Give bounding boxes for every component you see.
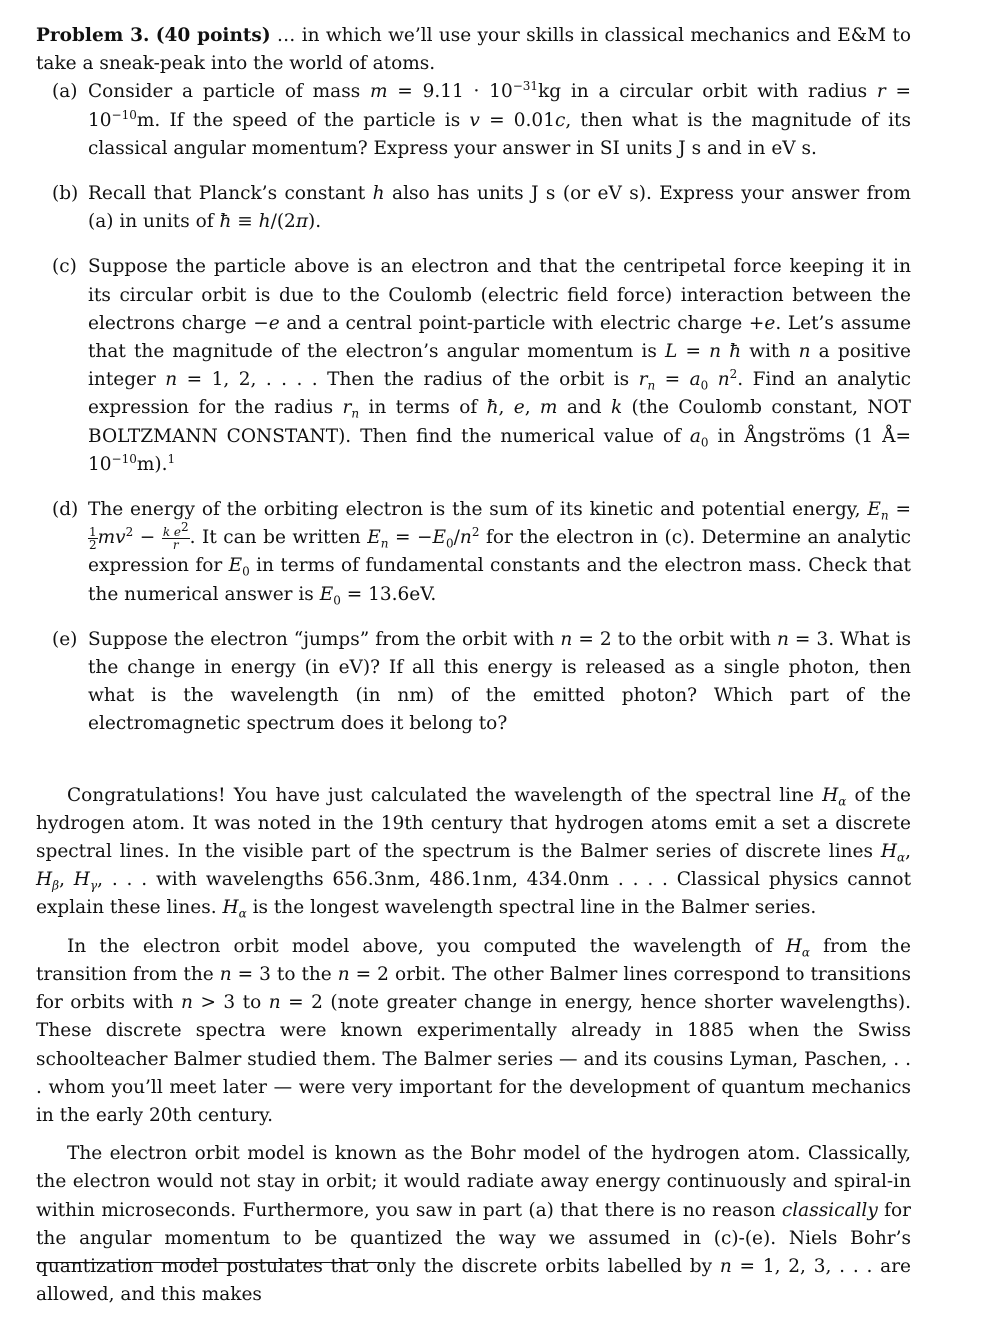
part-c <box>36 253 911 479</box>
footnote-rule <box>36 1262 386 1263</box>
part-label: (d) <box>52 499 79 521</box>
problem-points: (40 points) <box>155 25 271 46</box>
part-text: Suppose the electron “jumps” from the orbit with n = 2 to the orbit with n = 3. What is the change in energy (in eV)? If all this energy is released as a single photon, then what is the wavelength (in nm) of the emitted photon? Which part of the electromagnetic spectrum does it belong to? <box>88 628 911 735</box>
paragraph-bohr: The electron orbit model is known as the Bohr model of the hydrogen atom. Classically, the electron would not stay in orbit; it would radiate away energy continuously and spiral-in within microseconds. Furthermore, you saw in part (a) that there is no reason classically for the angular momentum to be quantized the way we assumed in (c)-(e). Niels Bohr’s quantization model postulates that only the discrete orbits labelled by n = 1, 2, 3, . . . are allowed, and this makes <box>36 1143 911 1306</box>
problem-intro <box>36 22 911 78</box>
part-b <box>36 180 911 236</box>
part-label: (e) <box>52 628 78 650</box>
part-e <box>36 626 911 739</box>
problem-lead: … in which we’ll use your skills in classical mechanics and E&M to take a sneak-peak into the world of atoms. <box>36 25 911 75</box>
part-a <box>36 78 911 163</box>
part-text: Consider a particle of mass $m = 9.11 \cdot 10^{-31}kg$ in a circular orbit with radius $r = 10^{-10}m$. If the speed of the particle is v = 0.01c, then what is the magnitude of its classical angular momentum? Express your answer in SI units J s and in eV s. <box>88 79 911 159</box>
problem-parts <box>36 78 911 738</box>
part-text: Recall that Planck’s constant h also has units J s (or eV s). Express your answer from (a) in units of ħ ≡ h/(2π). <box>88 183 911 233</box>
part-label: (b) <box>52 183 79 205</box>
problem-title: Problem 3. <box>36 25 150 46</box>
problem-page <box>36 22 911 1319</box>
part-text: Suppose the particle above is an electron and that the centripetal force keeping it in its circular orbit is due to the Coulomb (electric field force) interaction between the electrons charge −e and a central point-particle with electric charge +e. Let’s assume that the magnitude of the electron’s angular momentum is L = n ħ with n a positive integer n = 1, 2, . . . . Then the radius of the orbit is $r_n = a_0$ $n^2$. Find an analytic expression for the radius $r_n$ in terms of ħ, e, m and k (the Coulomb constant, NOT BOLTZMANN CONSTANT). Then find the numerical value of $a_0$ in Ångströms (1 Å= $10^{-10}m).^1$ <box>88 256 912 475</box>
part-label: (a) <box>52 81 78 103</box>
paragraph-congrats: Congratulations! You have just calculated the wavelength of the spectral line $H_\alpha$ of the hydrogen atom. It was noted in the 19th century that hydrogen atoms emit a set a discrete spectral lines. In the visible part of the spectrum is the Balmer series of discrete lines $H_\alpha$, $H_\beta$, $H_\gamma$, . . . with wavelengths 656.3nm, 486.1nm, 434.0nm . . . . Classical physics cannot explain these lines. $H_\alpha$ is the longest wavelength spectral line in the Balmer series. <box>36 784 912 922</box>
part-text: The energy of the orbiting electron is the sum of its kinetic and potential energy, $E_n$ = $\frac{1}{2}$ $mv^2$ − $\frac{k e^2}{r}$ . It can be written $E_n = -E_0/n^2$ for the electron in (c). Determine an analytic expression for $E_0$ in terms of fundamental constants and the electron mass. Check that the numerical answer is $E_0 = 13.6eV$. <box>88 499 912 608</box>
part-label: (c) <box>52 256 77 278</box>
paragraph-balmer: In the electron orbit model above, you computed the wavelength of $H_\alpha$ from the transition from the n = 3 to the n = 2 orbit. The other Balmer lines correspond to transitions for orbits with n > 3 to n = 2 (note greater change in energy, hence shorter wavelengths). These discrete spectra were known experimentally already in 1885 when the Swiss schoolteacher Balmer studied them. The Balmer series — and its cousins Lyman, Paschen, . . . whom you’ll meet later — were very important for the development of quantum mechanics in the early 20th century. <box>36 935 911 1126</box>
part-d <box>36 496 911 609</box>
